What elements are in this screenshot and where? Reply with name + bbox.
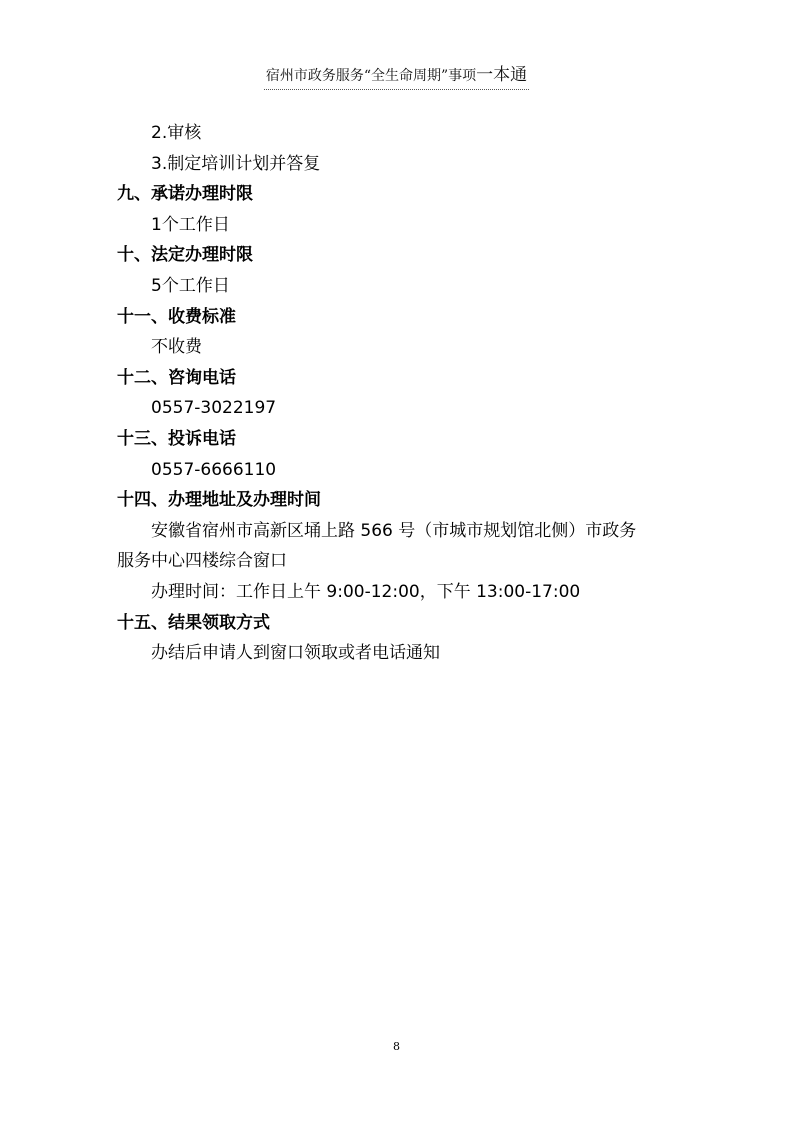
section-heading: 九、承诺办理时限 bbox=[117, 184, 253, 205]
step-line: 2.审核 bbox=[151, 123, 202, 143]
office-hours: 办理时间：工作日上午 9:00-12:00，下午 13:00-17:00 bbox=[151, 581, 581, 602]
section-heading: 十、法定办理时限 bbox=[117, 245, 253, 266]
header-title-tail: 一本通 bbox=[476, 65, 528, 85]
step-line: 3.制定培训计划并答复 bbox=[151, 153, 321, 174]
page-header bbox=[0, 60, 793, 90]
section-heading: 十五、结果领取方式 bbox=[117, 612, 270, 633]
section-text: 5个工作日 bbox=[151, 275, 230, 296]
header-title bbox=[264, 60, 529, 90]
section-heading: 十三、投诉电话 bbox=[117, 428, 236, 449]
section-text: 不收费 bbox=[151, 337, 202, 358]
consult-phone: 0557-3022197 bbox=[151, 398, 277, 419]
section-heading: 十二、咨询电话 bbox=[117, 367, 236, 388]
document-body bbox=[117, 118, 687, 669]
section-text: 1个工作日 bbox=[151, 214, 230, 235]
page-number: 8 bbox=[393, 1040, 400, 1053]
header-title-main: 宿州市政务服务“全生命周期”事项 bbox=[265, 68, 477, 84]
section-heading: 十四、办理地址及办理时间 bbox=[117, 490, 321, 511]
section-heading: 十一、收费标准 bbox=[117, 306, 236, 327]
address-line: 安徽省宿州市高新区埇上路 566 号（市城市规划馆北侧）市政务 bbox=[151, 520, 637, 541]
address-line-cont: 服务中心四楼综合窗口 bbox=[117, 551, 287, 572]
section-text: 办结后申请人到窗口领取或者电话通知 bbox=[151, 643, 440, 664]
complaint-phone: 0557-6666110 bbox=[151, 459, 277, 480]
